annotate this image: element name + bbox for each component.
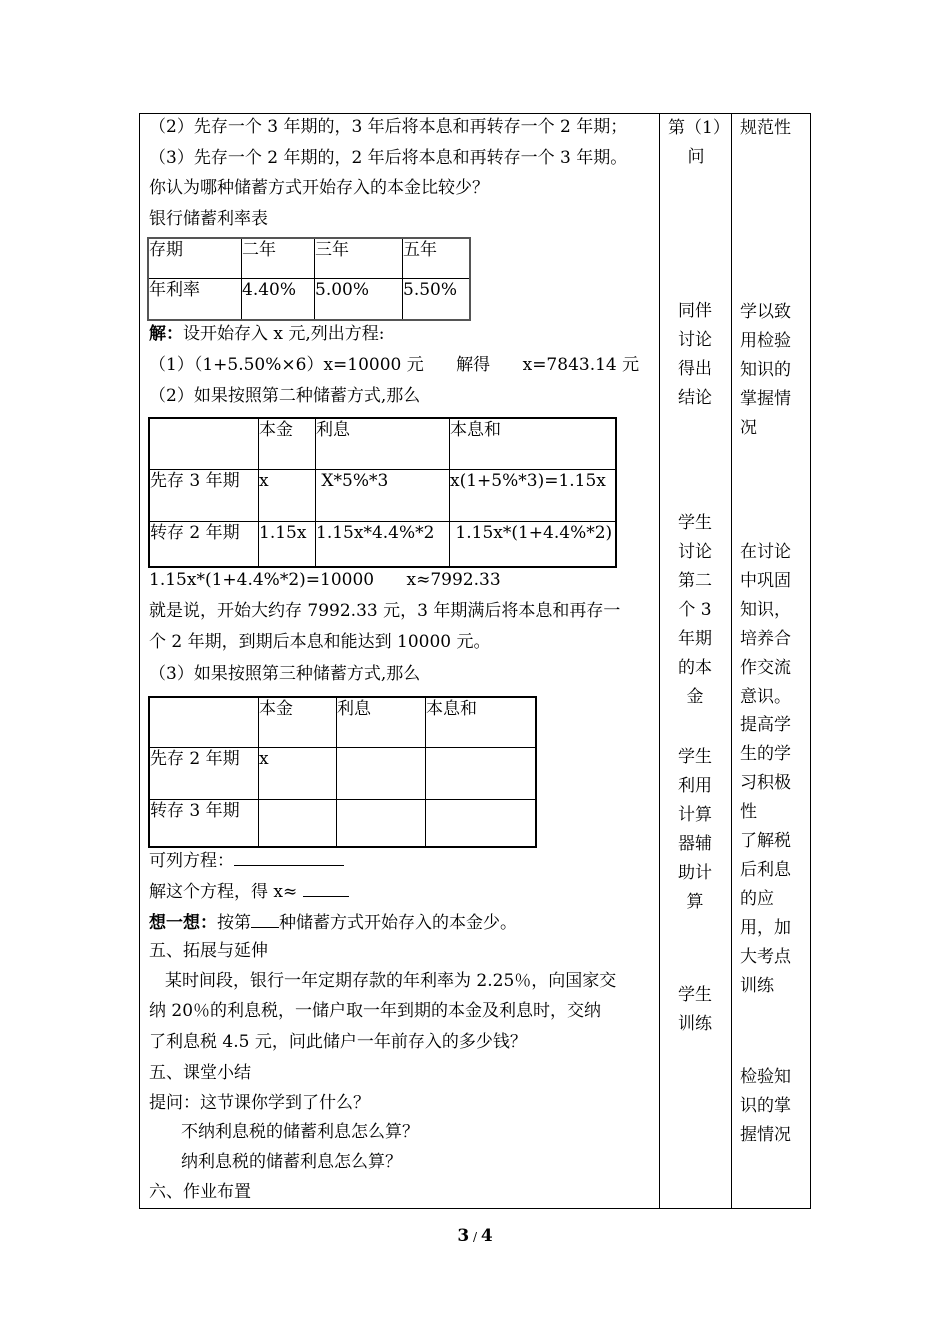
equation-prompt: 可列方程： bbox=[149, 851, 234, 871]
summary-title: 五、课堂小结 bbox=[149, 1063, 251, 1083]
conclusion-2: 个 2 年期，到期后本息和能达到 10000 元。 bbox=[149, 632, 491, 652]
table-cell bbox=[337, 747, 426, 799]
rate-cell: 5.00% bbox=[315, 278, 403, 320]
intent-text: 掌握情 bbox=[740, 389, 791, 409]
table-cell bbox=[259, 799, 337, 847]
activity-text: 第（1） bbox=[668, 118, 730, 138]
activity-text: 第二 bbox=[678, 571, 712, 591]
table-header: 本金 bbox=[259, 697, 337, 747]
intent-text: 培养合 bbox=[740, 628, 791, 649]
answer-blank bbox=[303, 878, 349, 897]
intent-text: 规范性 bbox=[740, 118, 791, 138]
table-header: 利息 bbox=[316, 418, 450, 469]
plan-3-intro: （3）如果按照第三种储蓄方式,那么 bbox=[149, 664, 421, 684]
activity-text: 学生 bbox=[678, 985, 712, 1005]
activity-text: 算 bbox=[686, 892, 704, 912]
solution-label: 解： bbox=[149, 324, 183, 344]
extension-problem: 某时间段，银行一年定期存款的年利率为 2.25％，向国家交 bbox=[165, 971, 617, 991]
intent-text: 在讨论 bbox=[740, 542, 791, 562]
rate-cell: 4.40% bbox=[242, 278, 315, 320]
question: 你认为哪种储蓄方式开始存入的本金比较少？ bbox=[149, 178, 489, 198]
think-blank bbox=[251, 909, 279, 928]
rate-table-header: 二年 bbox=[242, 238, 315, 278]
equation-prompt-line bbox=[149, 847, 344, 872]
intent-text: 的应 bbox=[740, 888, 774, 909]
intent-text: 握情况 bbox=[740, 1125, 791, 1145]
rate-cell: 5.50% bbox=[403, 278, 471, 320]
table-cell: 1.15x*(1+4.4%*2) bbox=[450, 521, 617, 567]
intent-text: 后利息 bbox=[740, 859, 791, 880]
intent-text: 提高学 bbox=[740, 715, 791, 736]
table-header: 本金 bbox=[259, 418, 316, 469]
table-cell: 1.15x*4.4%*2 bbox=[316, 521, 450, 567]
activity-block bbox=[668, 114, 730, 172]
table-header: 利息 bbox=[337, 697, 426, 747]
table-cell bbox=[426, 747, 537, 799]
intent-text: 用，加 bbox=[740, 917, 791, 938]
activity-text: 得出 bbox=[678, 359, 712, 379]
page-total: 4 bbox=[480, 1226, 493, 1246]
page-separator: / bbox=[469, 1230, 481, 1244]
activity-text: 问 bbox=[687, 147, 705, 167]
page-current: 3 bbox=[457, 1226, 470, 1246]
table-cell: 1.15x bbox=[259, 521, 316, 567]
activity-block bbox=[674, 509, 716, 712]
table-header bbox=[149, 418, 259, 469]
think-line bbox=[149, 909, 517, 934]
activity-text: 结论 bbox=[678, 388, 712, 408]
activity-text: 学生 bbox=[678, 513, 712, 533]
activity-text: 讨论 bbox=[678, 330, 712, 350]
intent-block bbox=[740, 538, 802, 1001]
intent-text: 训练 bbox=[740, 975, 774, 996]
intent-text: 识的掌 bbox=[740, 1096, 791, 1116]
equation-1: （1）（1+5.50%×6）x=10000 元 解得 x=7843.14 元 bbox=[149, 355, 640, 375]
extension-problem: 纳 20％的利息税，一储户取一年到期的本金及利息时，交纳 bbox=[149, 1001, 602, 1021]
table-header bbox=[149, 697, 259, 747]
activity-text: 个 3 bbox=[678, 600, 712, 620]
plan-2-intro: （2）如果按照第二种储蓄方式,那么 bbox=[149, 386, 421, 406]
rate-table-header: 五年 bbox=[403, 238, 471, 278]
activity-text: 助计 bbox=[678, 863, 712, 883]
plan-3-table bbox=[148, 696, 537, 848]
intent-text: 况 bbox=[740, 418, 757, 438]
activity-block bbox=[674, 981, 716, 1039]
intent-text: 用检验 bbox=[740, 331, 791, 351]
table-cell: X*5%*3 bbox=[316, 469, 450, 521]
activity-text: 训练 bbox=[678, 1014, 712, 1034]
table-row-label: 转存 3 年期 bbox=[149, 799, 259, 847]
rate-table-header: 三年 bbox=[315, 238, 403, 278]
solution-text: 设开始存入 x 元,列出方程: bbox=[183, 324, 385, 344]
think-text: 按第 bbox=[217, 913, 251, 933]
section-5-title: 五、拓展与延伸 bbox=[149, 941, 268, 961]
intent-block bbox=[740, 1063, 802, 1150]
think-text: 种储蓄方式开始存入的本金少。 bbox=[279, 913, 517, 933]
activity-text: 同伴 bbox=[678, 301, 712, 321]
table-cell: x bbox=[259, 747, 337, 799]
intent-block bbox=[740, 298, 802, 443]
summary-question: 提问：这节课你学到了什么？ bbox=[149, 1093, 370, 1113]
rate-table-header: 存期 bbox=[148, 238, 242, 278]
intent-text: 知识， bbox=[740, 599, 791, 620]
page-number bbox=[0, 1226, 950, 1246]
column-divider bbox=[659, 113, 660, 1209]
intent-text: 作交流 bbox=[740, 657, 791, 678]
table-cell bbox=[337, 799, 426, 847]
think-label: 想一想： bbox=[149, 913, 217, 933]
intent-block bbox=[740, 114, 802, 143]
option-2: （2）先存一个 3 年期的，3 年后将本息和再转存一个 2 年期； bbox=[149, 117, 628, 137]
intent-text: 性 bbox=[740, 802, 757, 823]
activity-text: 讨论 bbox=[678, 542, 712, 562]
table-cell: x(1+5%*3)=1.15x bbox=[450, 469, 617, 521]
equation-2: 1.15x*(1+4.4%*2)=10000 x≈7992.33 bbox=[149, 570, 501, 590]
table-row-label: 先存 2 年期 bbox=[149, 747, 259, 799]
activity-text: 计算 bbox=[678, 805, 712, 825]
intent-text: 生的学 bbox=[740, 744, 791, 765]
summary-question: 不纳利息税的储蓄利息怎么算？ bbox=[181, 1122, 419, 1142]
rate-row-label: 年利率 bbox=[148, 278, 242, 320]
intent-text: 检验知 bbox=[740, 1067, 791, 1087]
equation-blank bbox=[234, 847, 344, 866]
intent-text: 大考点 bbox=[740, 946, 791, 967]
intent-text: 中巩固 bbox=[740, 570, 791, 591]
activity-text: 年期 bbox=[678, 629, 712, 649]
plan-2-table bbox=[148, 417, 617, 568]
intent-text: 习积极 bbox=[740, 773, 791, 794]
intent-text: 意识。 bbox=[740, 686, 791, 707]
table-header: 本息和 bbox=[426, 697, 537, 747]
rate-table-title: 银行储蓄利率表 bbox=[149, 209, 268, 229]
extension-problem: 了利息税 4.5 元，问此储户一年前存入的多少钱？ bbox=[149, 1032, 527, 1052]
activity-text: 利用 bbox=[678, 776, 712, 796]
homework-title: 六、作业布置 bbox=[149, 1182, 251, 1202]
summary-question: 纳利息税的储蓄利息怎么算？ bbox=[181, 1152, 402, 1172]
column-divider bbox=[731, 113, 732, 1209]
solve-prompt: 解这个方程，得 x≈ bbox=[149, 882, 298, 902]
intent-text: 学以致 bbox=[740, 302, 791, 322]
solution-line bbox=[149, 323, 385, 345]
rate-table bbox=[147, 237, 471, 321]
conclusion-2: 就是说，开始大约存 7992.33 元，3 年期满后将本息和再存一 bbox=[149, 601, 621, 621]
intent-text: 了解税 bbox=[740, 831, 791, 852]
activity-text: 器辅 bbox=[678, 834, 712, 854]
activity-text: 学生 bbox=[678, 747, 712, 767]
activity-text: 的本 bbox=[678, 658, 712, 678]
table-cell: x bbox=[259, 469, 316, 521]
table-row-label: 先存 3 年期 bbox=[149, 469, 259, 521]
option-3: （3）先存一个 2 年期的，2 年后将本息和再转存一个 3 年期。 bbox=[149, 148, 628, 168]
table-row-label: 转存 2 年期 bbox=[149, 521, 259, 567]
table-header: 本息和 bbox=[450, 418, 617, 469]
activity-block bbox=[674, 297, 716, 413]
intent-text: 知识的 bbox=[740, 360, 791, 380]
activity-block bbox=[674, 743, 716, 917]
table-cell bbox=[426, 799, 537, 847]
activity-text: 金 bbox=[686, 687, 704, 707]
solve-prompt-line bbox=[149, 878, 349, 903]
